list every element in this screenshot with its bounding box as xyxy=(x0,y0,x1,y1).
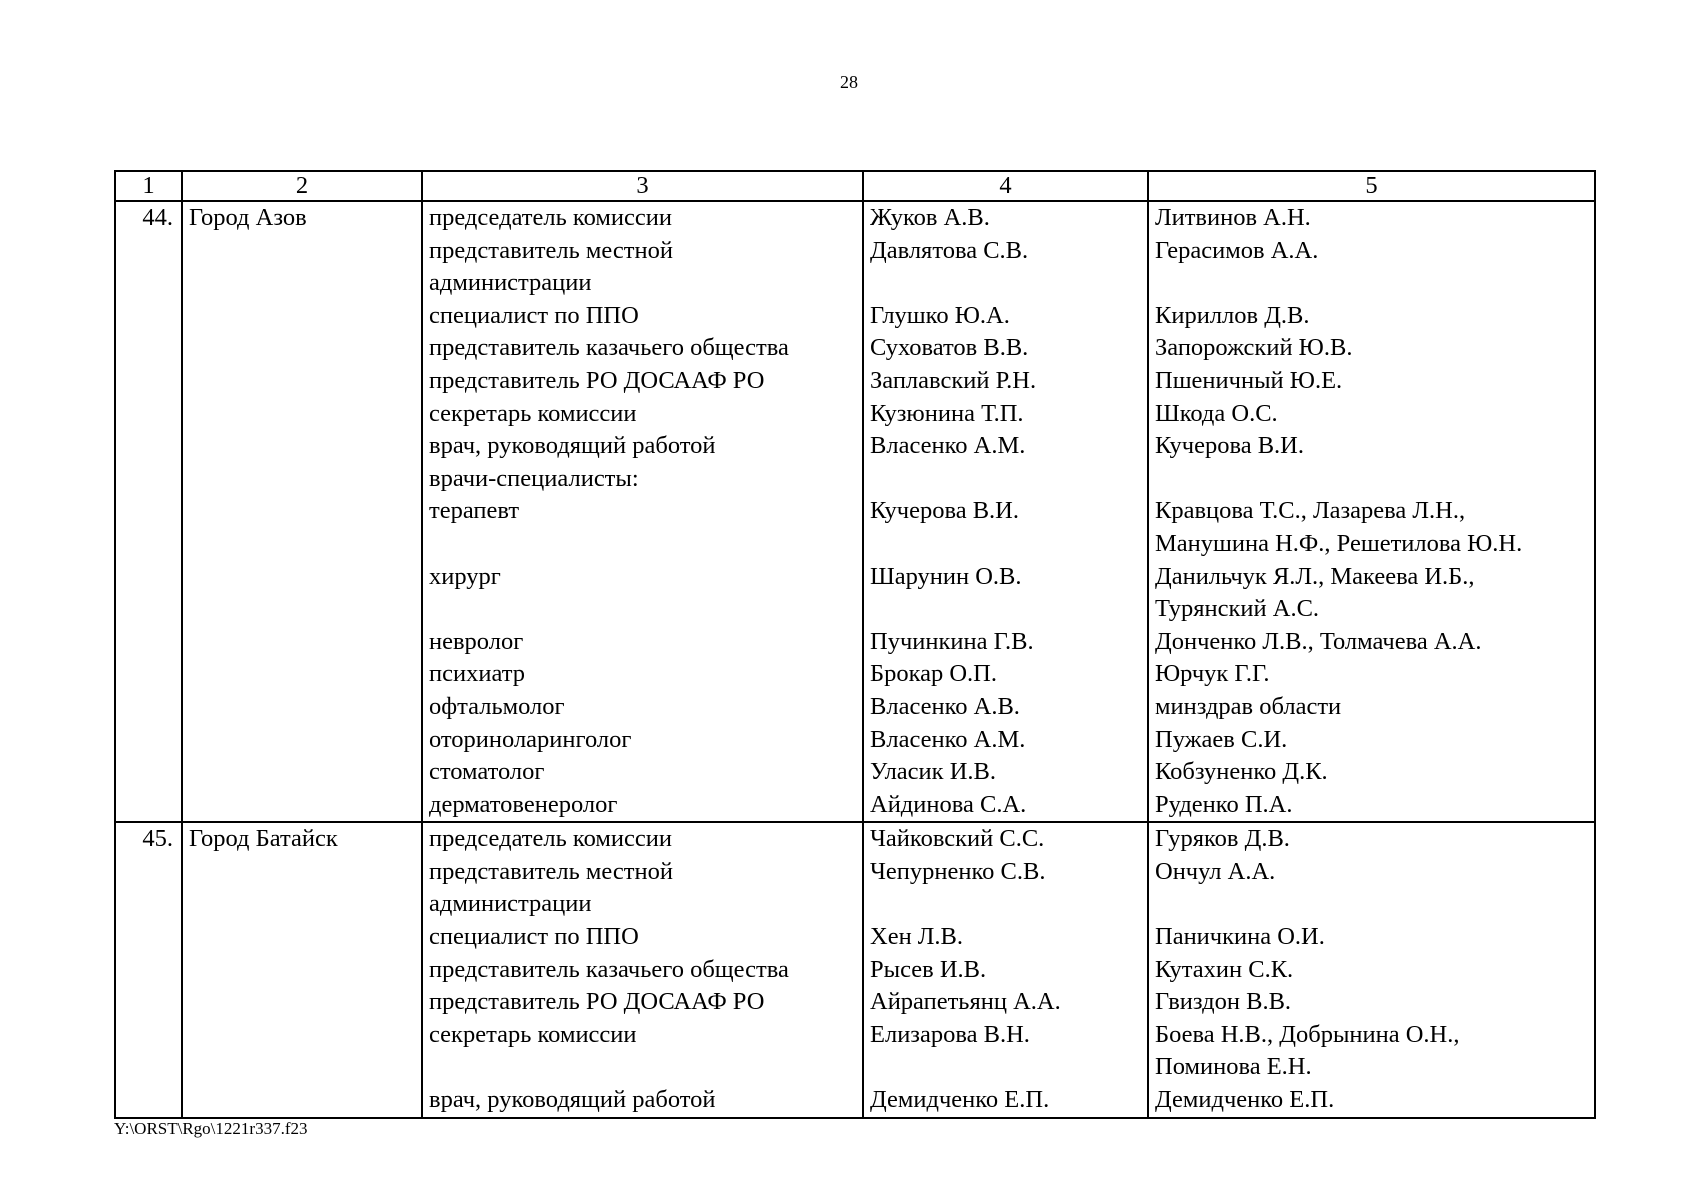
position-line: представитель местной xyxy=(429,857,673,885)
reserve-member-line: Боева Н.В., Добрынина О.Н., xyxy=(1155,1020,1460,1048)
main-member-line xyxy=(870,593,1141,626)
position-line: специалист по ППО xyxy=(429,923,639,951)
reserve-member-line: Ончул А.А. xyxy=(1155,857,1276,885)
table-header-row xyxy=(115,171,1595,201)
position-line: представитель местной xyxy=(429,236,673,264)
main-member-line: Давлятова С.В. xyxy=(870,236,1029,264)
main-member-line: Власенко А.М. xyxy=(870,432,1026,460)
city-name: Город Батайск xyxy=(182,822,422,1117)
position-line: администрации xyxy=(429,269,592,297)
commission-table xyxy=(114,170,1596,1119)
reserve-member-line: Донченко Л.В., Толмачева А.А. xyxy=(1155,627,1482,655)
reserve-member-line: Турянский А.С. xyxy=(1155,595,1320,623)
table-row xyxy=(115,201,1595,822)
reserve-member-line: Кобзуненко Д.К. xyxy=(1155,758,1328,786)
reserve-member-line: Манушина Н.Ф., Решетилова Ю.Н. xyxy=(1155,529,1523,557)
main-member-line: Жуков А.В. xyxy=(870,204,990,231)
position-line: представитель казачьего общества xyxy=(429,334,789,362)
reserve-member-line: Герасимов А.А. xyxy=(1155,236,1319,264)
position-line xyxy=(429,528,856,561)
position-line: оториноларинголог xyxy=(429,725,632,753)
row-number: 45. xyxy=(115,822,182,1117)
main-member-cell xyxy=(863,822,1148,1117)
position-line: специалист по ППО xyxy=(429,301,639,329)
main-member-line: Суховатов В.В. xyxy=(870,334,1029,362)
main-member-line: Пучинкина Г.В. xyxy=(870,627,1034,655)
position-line: врач, руководящий работой xyxy=(429,1086,716,1114)
main-member-line: Рысев И.В. xyxy=(870,955,987,983)
main-member-line xyxy=(870,888,1141,921)
main-member-line: Брокар О.П. xyxy=(870,660,997,688)
main-member-line: Кузюнина Т.П. xyxy=(870,399,1024,427)
column-header: 1 xyxy=(115,171,182,201)
position-line: психиатр xyxy=(429,660,525,688)
position-line: представитель РО ДОСААФ РО xyxy=(429,366,765,394)
reserve-member-line: Данильчук Я.Л., Макеева И.Б., xyxy=(1155,562,1475,590)
reserve-member-line xyxy=(1155,267,1588,300)
position-line: представитель РО ДОСААФ РО xyxy=(429,988,765,1016)
reserve-member-line: Кравцова Т.С., Лазарева Л.Н., xyxy=(1155,497,1466,525)
position-line: председатель комиссии xyxy=(429,825,672,853)
reserve-member-line: Литвинов А.Н. xyxy=(1155,204,1311,231)
main-member-line: Глушко Ю.А. xyxy=(870,301,1010,329)
reserve-member-line: Пужаев С.И. xyxy=(1155,725,1288,753)
position-line: председатель комиссии xyxy=(429,204,672,231)
reserve-member-line: Кучерова В.И. xyxy=(1155,432,1304,460)
table-row xyxy=(115,822,1595,1117)
main-member-line: Чайковский С.С. xyxy=(870,825,1045,853)
reserve-member-line: Кириллов Д.В. xyxy=(1155,301,1310,329)
main-member-line xyxy=(870,267,1141,300)
position-line: дерматовенеролог xyxy=(429,790,618,818)
position-line: секретарь комиссии xyxy=(429,399,637,427)
position-line: хирург xyxy=(429,562,501,590)
column-header: 2 xyxy=(182,171,422,201)
main-member-cell xyxy=(863,201,1148,822)
position-line: секретарь комиссии xyxy=(429,1020,637,1048)
reserve-member-line: Паничкина О.И. xyxy=(1155,923,1325,951)
main-member-line xyxy=(870,528,1141,561)
position-line: врач, руководящий работой xyxy=(429,432,716,460)
reserve-member-line: Поминова Е.Н. xyxy=(1155,1053,1312,1081)
position-cell xyxy=(422,822,863,1117)
reserve-member-line: минздрав области xyxy=(1155,692,1342,720)
position-line: представитель казачьего общества xyxy=(429,955,789,983)
reserve-member-line: Демидченко Е.П. xyxy=(1155,1086,1335,1114)
reserve-member-line: Юрчук Г.Г. xyxy=(1155,660,1270,688)
position-line xyxy=(429,1051,856,1084)
reserve-member-cell xyxy=(1148,822,1595,1117)
reserve-member-line: Гуряков Д.В. xyxy=(1155,825,1290,853)
column-header: 4 xyxy=(863,171,1148,201)
reserve-member-line: Руденко П.А. xyxy=(1155,790,1293,818)
main-member-line: Елизарова В.Н. xyxy=(870,1020,1030,1048)
reserve-member-cell xyxy=(1148,201,1595,822)
main-member-line: Власенко А.М. xyxy=(870,725,1026,753)
reserve-member-line: Шкода О.С. xyxy=(1155,399,1278,427)
position-line: врачи-специалисты: xyxy=(429,464,639,492)
main-member-line: Заплавский Р.Н. xyxy=(870,366,1037,394)
position-line: администрации xyxy=(429,890,592,918)
main-member-line: Власенко А.В. xyxy=(870,692,1020,720)
city-name: Город Азов xyxy=(182,201,422,822)
main-member-line xyxy=(870,1051,1141,1084)
main-member-line xyxy=(870,463,1141,496)
row-number: 44. xyxy=(115,201,182,822)
position-line: терапевт xyxy=(429,497,520,525)
main-member-line: Демидченко Е.П. xyxy=(870,1086,1050,1114)
reserve-member-line: Кутахин С.К. xyxy=(1155,955,1294,983)
main-member-line: Хен Л.В. xyxy=(870,923,964,951)
main-member-line: Айдинова С.А. xyxy=(870,790,1027,818)
table-body xyxy=(115,201,1595,1118)
column-header: 5 xyxy=(1148,171,1595,201)
main-member-line: Айрапетьянц А.А. xyxy=(870,988,1061,1016)
reserve-member-line: Пшеничный Ю.Е. xyxy=(1155,366,1343,394)
reserve-member-line xyxy=(1155,463,1588,496)
position-cell xyxy=(422,201,863,822)
position-line: невролог xyxy=(429,627,524,655)
main-member-line: Кучерова В.И. xyxy=(870,497,1019,525)
reserve-member-line: Запорожский Ю.В. xyxy=(1155,334,1353,362)
page-number: 28 xyxy=(840,72,858,92)
position-line: офтальмолог xyxy=(429,692,565,720)
column-header: 3 xyxy=(422,171,863,201)
file-path-footer: Y:\ORST\Rgo\1221r337.f23 xyxy=(114,1119,308,1138)
position-line: стоматолог xyxy=(429,758,545,786)
reserve-member-line xyxy=(1155,888,1588,921)
position-line xyxy=(429,593,856,626)
main-member-line: Уласик И.В. xyxy=(870,758,996,786)
main-member-line: Шарунин О.В. xyxy=(870,562,1022,590)
main-member-line: Чепурненко С.В. xyxy=(870,857,1046,885)
reserve-member-line: Гвиздон В.В. xyxy=(1155,988,1292,1016)
